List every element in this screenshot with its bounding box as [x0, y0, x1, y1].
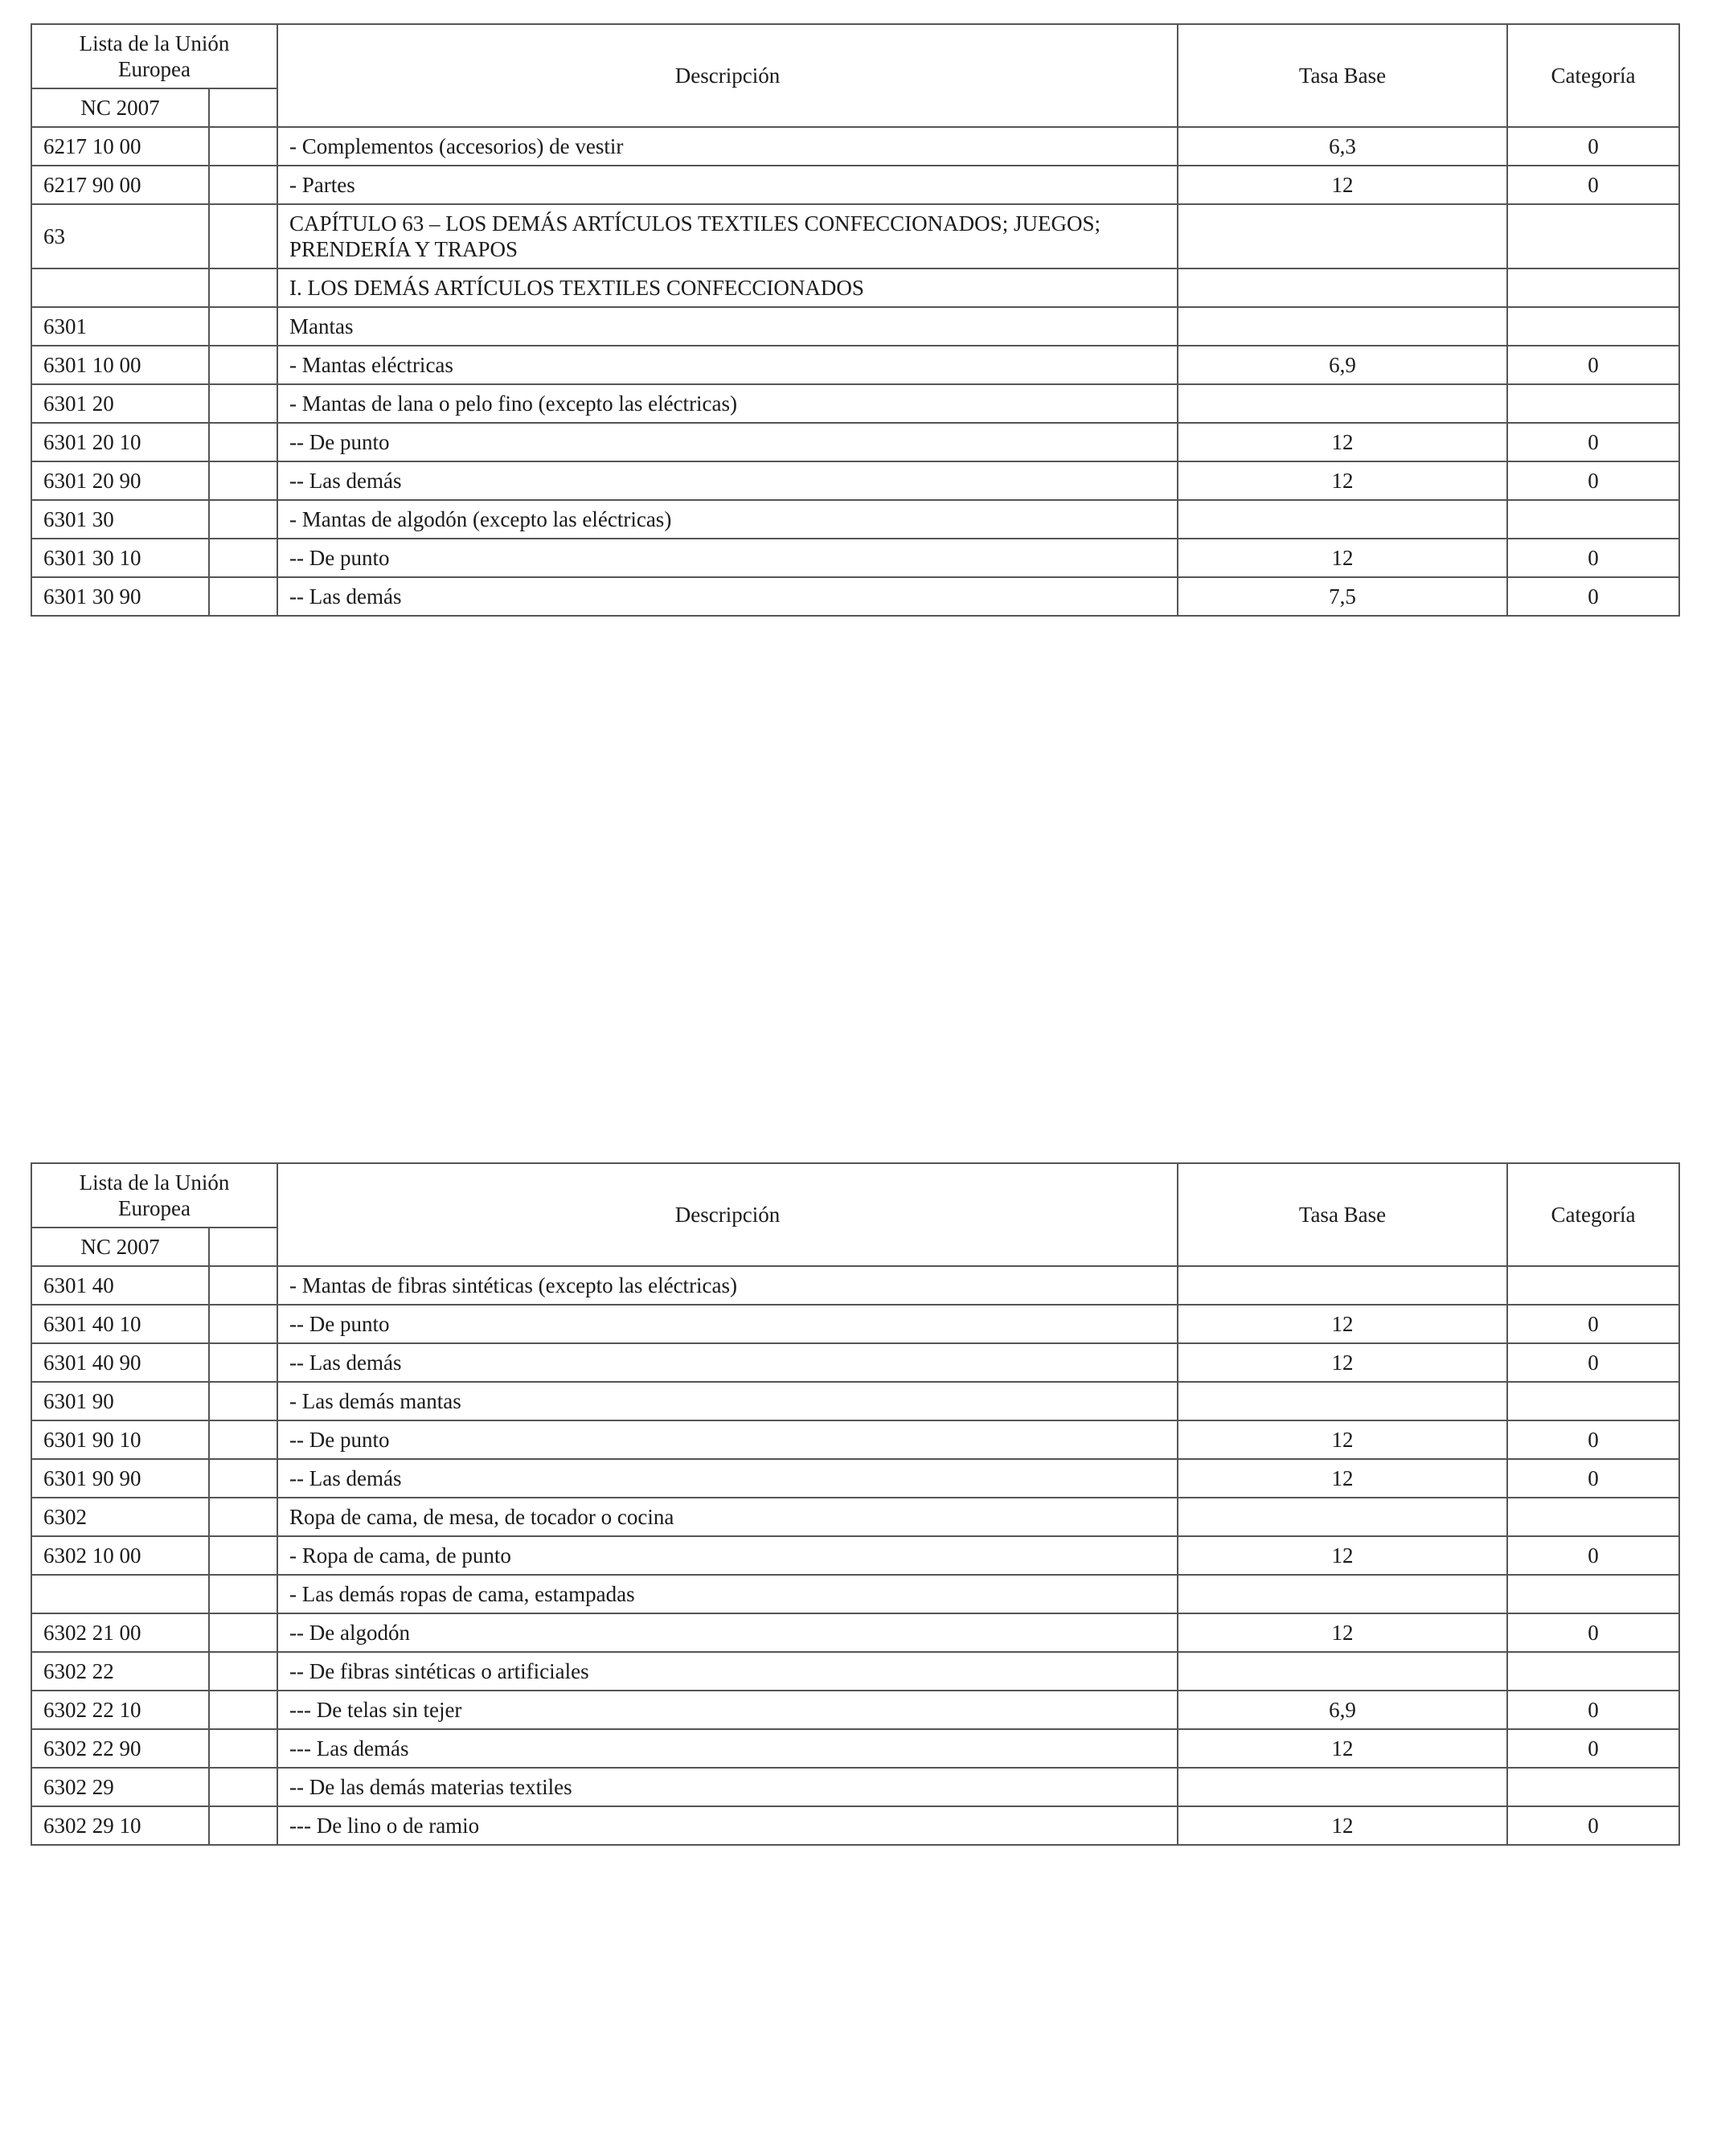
category-cell [1507, 1498, 1679, 1536]
table-row [31, 384, 1679, 423]
tariff-table-1 [31, 23, 1680, 617]
header-empty-cell [209, 88, 277, 127]
code-cell: 6301 90 [31, 1382, 209, 1420]
table-row [31, 1343, 1679, 1382]
description-cell: - Las demás mantas [277, 1382, 1178, 1420]
category-cell: 0 [1507, 1613, 1679, 1652]
category-cell: 0 [1507, 1729, 1679, 1768]
category-cell [1507, 1266, 1679, 1305]
spacer-cell [209, 423, 277, 461]
code-cell: 6301 40 10 [31, 1305, 209, 1343]
description-cell: --- Las demás [277, 1729, 1178, 1768]
description-cell: -- Las demás [277, 577, 1178, 616]
spacer-cell [209, 461, 277, 500]
category-cell: 0 [1507, 1420, 1679, 1459]
header-nc-label: NC 2007 [31, 1228, 209, 1266]
category-cell: 0 [1507, 1536, 1679, 1575]
spacer-cell [209, 166, 277, 204]
rate-cell: 12 [1178, 1729, 1507, 1768]
spacer-cell [209, 1575, 277, 1613]
spacer-cell [209, 1459, 277, 1498]
description-cell: - Mantas de fibras sintéticas (excepto las eléctricas) [277, 1266, 1178, 1305]
description-cell: - Partes [277, 166, 1178, 204]
rate-cell: 6,9 [1178, 1691, 1507, 1729]
table-row [31, 1613, 1679, 1652]
code-cell: 6302 22 [31, 1652, 209, 1691]
category-cell: 0 [1507, 423, 1679, 461]
table-row [31, 346, 1679, 384]
header-list-label: Lista de la Unión Europea [31, 1163, 277, 1228]
table-row [31, 1498, 1679, 1536]
rate-cell: 7,5 [1178, 577, 1507, 616]
header-category: Categoría [1507, 24, 1679, 127]
rate-cell: 12 [1178, 1305, 1507, 1343]
table-row [31, 1652, 1679, 1691]
description-cell: - Mantas eléctricas [277, 346, 1178, 384]
category-cell: 0 [1507, 539, 1679, 577]
spacer-cell [209, 1613, 277, 1652]
description-cell: -- De punto [277, 1420, 1178, 1459]
spacer-cell [209, 1498, 277, 1536]
code-cell: 6301 40 [31, 1266, 209, 1305]
header-description: Descripción [277, 24, 1178, 127]
description-cell: - Complementos (accesorios) de vestir [277, 127, 1178, 166]
table-row [31, 204, 1679, 268]
description-cell: - Mantas de lana o pelo fino (excepto las eléctricas) [277, 384, 1178, 423]
table-row [31, 1459, 1679, 1498]
table-row [31, 1382, 1679, 1420]
description-cell: -- De algodón [277, 1613, 1178, 1652]
code-cell [31, 1575, 209, 1613]
spacer-cell [209, 1729, 277, 1768]
rate-cell: 12 [1178, 166, 1507, 204]
category-cell [1507, 1652, 1679, 1691]
code-cell: 6301 40 90 [31, 1343, 209, 1382]
category-cell: 0 [1507, 1691, 1679, 1729]
spacer-cell [209, 1536, 277, 1575]
table-row [31, 1768, 1679, 1806]
tariff-table-2 [31, 1162, 1680, 1846]
spacer-cell [209, 1691, 277, 1729]
spacer-cell [209, 384, 277, 423]
description-cell: -- Las demás [277, 461, 1178, 500]
table-row [31, 127, 1679, 166]
code-cell: 6301 20 90 [31, 461, 209, 500]
code-cell: 6302 10 00 [31, 1536, 209, 1575]
code-cell: 6301 [31, 307, 209, 346]
rate-cell [1178, 1768, 1507, 1806]
spacer-cell [209, 1343, 277, 1382]
header-nc-label: NC 2007 [31, 88, 209, 127]
rate-cell [1178, 1498, 1507, 1536]
description-cell: Ropa de cama, de mesa, de tocador o cocina [277, 1498, 1178, 1536]
code-cell: 6301 20 [31, 384, 209, 423]
spacer-cell [209, 1768, 277, 1806]
spacer-cell [209, 307, 277, 346]
spacer-cell [209, 346, 277, 384]
spacer-cell [209, 539, 277, 577]
spacer-cell [209, 1266, 277, 1305]
code-cell: 6302 29 [31, 1768, 209, 1806]
rate-cell: 6,3 [1178, 127, 1507, 166]
table-row [31, 1266, 1679, 1305]
rate-cell: 12 [1178, 1420, 1507, 1459]
table-row [31, 1729, 1679, 1768]
category-cell [1507, 1768, 1679, 1806]
table-row [31, 1806, 1679, 1845]
code-cell: 6301 30 90 [31, 577, 209, 616]
rate-cell [1178, 1382, 1507, 1420]
code-cell: 63 [31, 204, 209, 268]
category-cell [1507, 307, 1679, 346]
header-description: Descripción [277, 1163, 1178, 1266]
spacer-cell [209, 1420, 277, 1459]
code-cell: 6301 20 10 [31, 423, 209, 461]
description-cell: Mantas [277, 307, 1178, 346]
header-list-label: Lista de la Unión Europea [31, 24, 277, 88]
rate-cell: 6,9 [1178, 346, 1507, 384]
code-cell: 6217 90 00 [31, 166, 209, 204]
table-row [31, 500, 1679, 539]
category-cell [1507, 384, 1679, 423]
spacer-cell [209, 1652, 277, 1691]
code-cell: 6301 30 10 [31, 539, 209, 577]
spacer-cell [209, 1382, 277, 1420]
rate-cell [1178, 1266, 1507, 1305]
spacer-cell [209, 127, 277, 166]
category-cell [1507, 500, 1679, 539]
category-cell [1507, 204, 1679, 268]
table-row [31, 577, 1679, 616]
code-cell [31, 268, 209, 307]
rate-cell: 12 [1178, 1806, 1507, 1845]
rate-cell: 12 [1178, 461, 1507, 500]
rate-cell: 12 [1178, 1613, 1507, 1652]
table-row [31, 1536, 1679, 1575]
spacer-cell [209, 268, 277, 307]
rate-cell [1178, 204, 1507, 268]
header-rate: Tasa Base [1178, 24, 1507, 127]
description-cell: -- De punto [277, 539, 1178, 577]
description-cell: - Ropa de cama, de punto [277, 1536, 1178, 1575]
code-cell: 6301 90 90 [31, 1459, 209, 1498]
code-cell: 6302 22 90 [31, 1729, 209, 1768]
spacer-cell [209, 1806, 277, 1845]
category-cell [1507, 268, 1679, 307]
code-cell: 6302 [31, 1498, 209, 1536]
description-cell: - Mantas de algodón (excepto las eléctricas) [277, 500, 1178, 539]
rate-cell: 12 [1178, 1536, 1507, 1575]
description-cell: -- De las demás materias textiles [277, 1768, 1178, 1806]
category-cell: 0 [1507, 1305, 1679, 1343]
table-row [31, 166, 1679, 204]
header-row [31, 24, 1679, 88]
table-row [31, 461, 1679, 500]
category-cell [1507, 1382, 1679, 1420]
header-empty-cell [209, 1228, 277, 1266]
category-cell [1507, 1575, 1679, 1613]
category-cell: 0 [1507, 166, 1679, 204]
description-cell: -- De punto [277, 1305, 1178, 1343]
code-cell: 6301 10 00 [31, 346, 209, 384]
description-cell: I. LOS DEMÁS ARTÍCULOS TEXTILES CONFECCIONADOS [277, 268, 1178, 307]
table-row [31, 268, 1679, 307]
code-cell: 6302 29 10 [31, 1806, 209, 1845]
category-cell: 0 [1507, 346, 1679, 384]
table-row [31, 423, 1679, 461]
category-cell: 0 [1507, 1459, 1679, 1498]
tariff-table-body [31, 24, 1679, 616]
rate-cell [1178, 384, 1507, 423]
description-cell: --- De telas sin tejer [277, 1691, 1178, 1729]
spacer-cell [209, 204, 277, 268]
description-cell: -- De punto [277, 423, 1178, 461]
table-row [31, 539, 1679, 577]
description-cell: -- Las demás [277, 1343, 1178, 1382]
category-cell: 0 [1507, 461, 1679, 500]
code-cell: 6302 22 10 [31, 1691, 209, 1729]
header-category: Categoría [1507, 1163, 1679, 1266]
spacer-cell [209, 500, 277, 539]
header-rate: Tasa Base [1178, 1163, 1507, 1266]
description-cell: - Las demás ropas de cama, estampadas [277, 1575, 1178, 1613]
rate-cell [1178, 307, 1507, 346]
rate-cell [1178, 268, 1507, 307]
description-cell: -- De fibras sintéticas o artificiales [277, 1652, 1178, 1691]
code-cell: 6301 30 [31, 500, 209, 539]
tariff-table-body [31, 1163, 1679, 1845]
table-row [31, 1420, 1679, 1459]
rate-cell: 12 [1178, 1459, 1507, 1498]
code-cell: 6217 10 00 [31, 127, 209, 166]
rate-cell: 12 [1178, 539, 1507, 577]
table-row [31, 307, 1679, 346]
table-row [31, 1305, 1679, 1343]
header-row [31, 1163, 1679, 1228]
description-cell: -- Las demás [277, 1459, 1178, 1498]
code-cell: 6302 21 00 [31, 1613, 209, 1652]
category-cell: 0 [1507, 1343, 1679, 1382]
category-cell: 0 [1507, 1806, 1679, 1845]
rate-cell [1178, 1575, 1507, 1613]
table-row [31, 1691, 1679, 1729]
category-cell: 0 [1507, 127, 1679, 166]
rate-cell: 12 [1178, 1343, 1507, 1382]
spacer-cell [209, 1305, 277, 1343]
rate-cell [1178, 500, 1507, 539]
rate-cell: 12 [1178, 423, 1507, 461]
category-cell: 0 [1507, 577, 1679, 616]
description-cell: CAPÍTULO 63 – LOS DEMÁS ARTÍCULOS TEXTILES CONFECCIONADOS; JUEGOS; PRENDERÍA Y TRAPOS [277, 204, 1178, 268]
rate-cell [1178, 1652, 1507, 1691]
code-cell: 6301 90 10 [31, 1420, 209, 1459]
spacer-cell [209, 577, 277, 616]
description-cell: --- De lino o de ramio [277, 1806, 1178, 1845]
table-row [31, 1575, 1679, 1613]
